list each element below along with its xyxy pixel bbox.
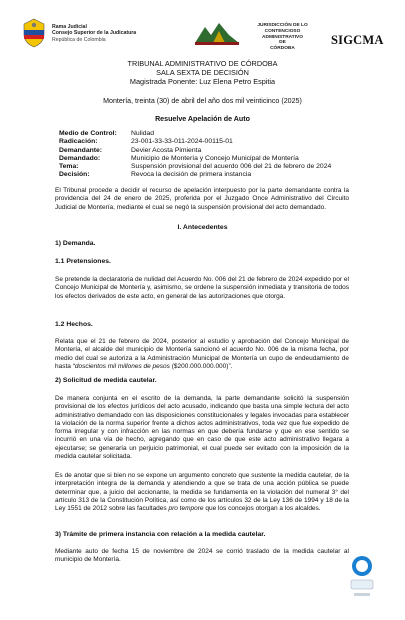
hechos-amount-italic: doscientos mil millones de pesos xyxy=(74,362,170,370)
meta-value: Devier Acosta Pimienta xyxy=(131,146,202,154)
hechos-text-a: Relata que el 21 de febrero de 2024, posterior al estudio y aprobación del Concejo Municipal de Montería, el alcalde del municipio de Montería sancionó el acuerdo No. 006 de la misma fecha, por medio del cual se autoriza a la Administración Municipal de Montería un cupo de endeudamiento de hasta “ xyxy=(55,338,349,370)
court-name: TRIBUNAL ADMINISTRATIVO DE CÓRDOBA xyxy=(127,59,278,68)
meta-value: 23-001-33-33-011-2024-00115-01 xyxy=(131,138,233,146)
meta-key: Demandante: xyxy=(59,146,103,154)
court-chamber: SALA SEXTA DE DECISIÓN xyxy=(156,67,249,77)
fundamento-italic: pro tempore xyxy=(168,505,204,513)
court-title-block xyxy=(0,60,405,86)
meta-row xyxy=(59,130,331,138)
fundamento-text-b: que los concejos otorgan a los alcaldes. xyxy=(203,505,321,513)
meta-row xyxy=(59,171,331,179)
rama-line-1: Rama Judicial xyxy=(52,24,87,30)
meta-row xyxy=(59,147,331,155)
fundamento-text-a: Es de anotar que si bien no se expone un argumento concreto que sustente la medida cautelar, de la interpretación integra de la demanda y atendiendo a que se trata de una acción pública se puede determinar que, a juicio del accionante, la medida se fundamenta en la violación del numeral 3° del artículo 313 de la Constitución Política, así como de los artículos 32 de la Ley 136 de 1994 y 18 de la Ley 1551 de 2012 sobre las facultades xyxy=(55,472,349,513)
meta-row xyxy=(59,138,331,146)
heading-pretensiones: 1.1 Pretensiones. xyxy=(55,258,111,265)
court-magistrate: Magistrada Ponente: Luz Elena Petro Espitia xyxy=(129,76,276,86)
heading-medida-cautelar: 2) Solicitud de medida cautelar. xyxy=(55,377,157,384)
meta-key: Demandado: xyxy=(59,154,101,162)
sigcma-label: SIGCMA xyxy=(331,33,384,47)
meta-value: Municipio de Montería y Concejo Municipal de Montería xyxy=(131,154,299,162)
meta-row xyxy=(59,163,331,171)
tramite-paragraph: Mediante auto de fecha 15 de noviembre de 2024 se corrió traslado de la medida cautelar al municipio de Montería. xyxy=(55,548,349,564)
case-metadata xyxy=(59,130,331,180)
rama-line-2: Consejo Superior de la Judicatura xyxy=(52,30,137,37)
pretensiones-paragraph: Se pretende la declaratoria de nulidad del Acuerdo No. 006 del 21 de febrero de 2024 expedido por el Concejo Municipal de Montería y, asimismo, se ordene la suspensión inmediata y transitoria de todos los efectos derivados de este acto, en general de las autorizaciones que otorga. xyxy=(55,276,349,300)
juris-line-2: CONTENCIOSO ADMINISTRATIVO xyxy=(262,28,303,40)
auto-title: Resuelve Apelación de Auto xyxy=(155,115,250,123)
meta-key: Tema: xyxy=(59,163,79,171)
meta-value: Revoca la decisión de primera instancia xyxy=(131,171,252,179)
heading-tramite: 3) Trámite de primera instancia con relación a la medida cautelar. xyxy=(55,531,266,538)
contencioso-text xyxy=(245,23,320,52)
certification-seal-icon xyxy=(345,554,379,602)
medida-cautelar-paragraph: De manera conjunta en el escrito de la demanda, la parte demandante solicitó la suspensión provisional de los efectos jurídicos del acto acusado, indicando que basta una simple lectura del acto administrativo demandado con las disposiciones constitucionales y legales invocadas para establecer la violación de la norma superior frente a dichos actos administrativos, toda vez que fue expedido de forma irregular y con infracción en las normas en que debería fundarse y que en ese sentido se incurrió en una vía de hecho, agregando que en caso de que este acto administrativo llegara a ejecutarse; se generaría un perjuicio patrimonial, el cual puede ser evitado con la imposición de la medida cautelar solicitada. xyxy=(55,395,349,461)
rama-line-3: República de Colombia xyxy=(52,36,106,43)
heading-demanda: 1) Demanda. xyxy=(55,240,96,247)
meta-key: Radicación: xyxy=(59,138,98,146)
juris-line-4: CÓRDOBA xyxy=(270,46,295,52)
juris-line-1: JURISDICCIÓN DE LO xyxy=(257,23,308,28)
rama-judicial-emblem xyxy=(22,18,46,48)
hechos-text-b: ($200.000.000.000)”. xyxy=(169,362,233,370)
intro-paragraph: El Tribunal procede a decidir el recurso de apelación interpuesto por la parte demandante contra la providencia del 24 de enero de 2025, proferida por el Juzgado Once Administrativo del Circuito Judicial de Montería, mediante el cual se negó la suspensión provisional del acto demandado. xyxy=(55,187,349,211)
date-line: Montería, treinta (30) de abril del año dos mil veinticinco (2025) xyxy=(103,97,302,105)
hechos-paragraph xyxy=(55,338,349,371)
meta-value: Suspensión provisional del acuerdo 006 del 21 de febrero de 2024 xyxy=(131,163,332,171)
meta-key: Decisión: xyxy=(59,171,90,179)
fundamento-paragraph xyxy=(55,472,349,513)
section-antecedentes: I. Antecedentes xyxy=(177,224,228,231)
meta-row xyxy=(59,155,331,163)
rama-judicial-text xyxy=(52,24,136,43)
contencioso-emblem xyxy=(195,21,239,45)
juris-line-3: DE xyxy=(279,40,286,46)
heading-hechos: 1.2 Hechos. xyxy=(55,321,93,328)
meta-key: Medio de Control: xyxy=(59,130,117,137)
meta-value: Nulidad xyxy=(131,130,155,137)
